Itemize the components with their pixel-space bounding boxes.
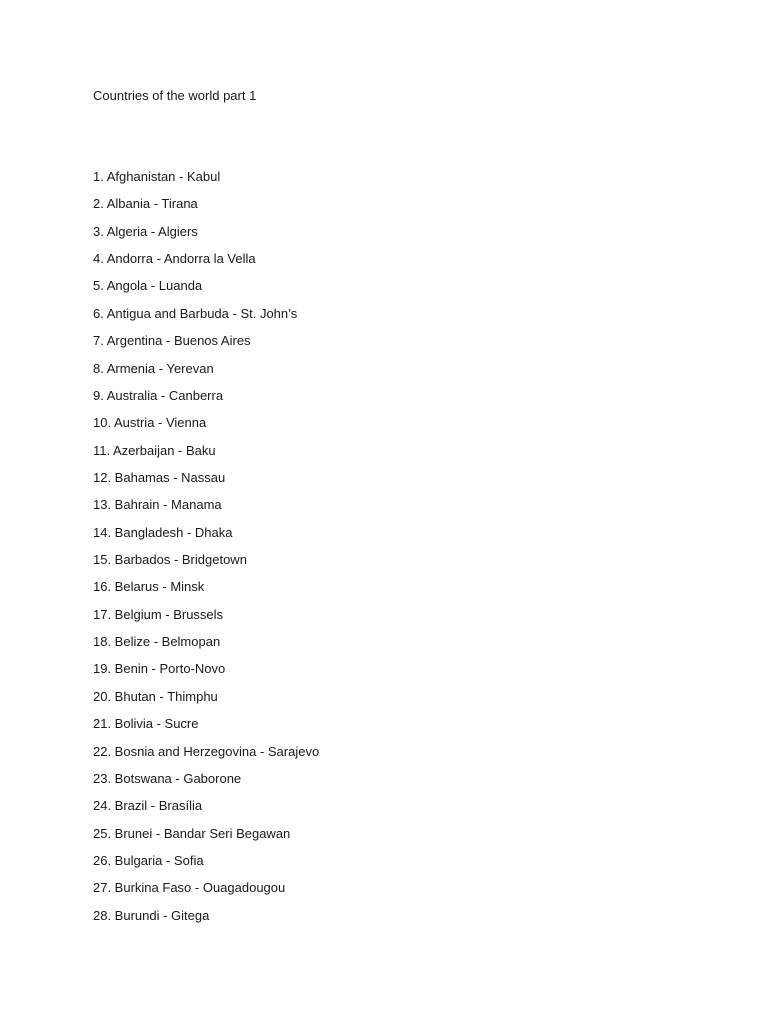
list-item: 7. Argentina - Buenos Aires [93, 333, 251, 349]
list-item: 15. Barbados - Bridgetown [93, 552, 247, 568]
list-item: 17. Belgium - Brussels [93, 606, 224, 622]
list-item: 5. Angola - Luanda [93, 278, 203, 294]
list-item: 3. Algeria - Algiers [93, 223, 198, 239]
list-item: 25. Brunei - Bandar Seri Begawan [93, 825, 291, 841]
list-item: 27. Burkina Faso - Ouagadougou [93, 880, 286, 896]
list-item: 9. Australia - Canberra [93, 387, 224, 403]
list-item: 26. Bulgaria - Sofia [93, 852, 204, 868]
country-capital-list [93, 168, 319, 934]
document-title: Countries of the world part 1 [93, 88, 257, 103]
list-item: 20. Bhutan - Thimphu [93, 688, 218, 704]
list-item: 23. Botswana - Gaborone [93, 770, 242, 786]
list-item: 19. Benin - Porto-Novo [93, 661, 226, 677]
list-item: 24. Brazil - Brasília [93, 798, 203, 814]
list-item: 21. Bolivia - Sucre [93, 716, 199, 732]
list-item: 22. Bosnia and Herzegovina - Sarajevo [93, 743, 320, 759]
list-item: 8. Armenia - Yerevan [93, 360, 214, 376]
list-item: 16. Belarus - Minsk [93, 579, 205, 595]
list-item: 11. Azerbaijan - Baku [93, 442, 216, 458]
list-item: 14. Bangladesh - Dhaka [93, 524, 233, 540]
list-item: 6. Antigua and Barbuda - St. John’s [93, 305, 298, 321]
list-item: 12. Bahamas - Nassau [93, 469, 226, 485]
list-item: 28. Burundi - Gitega [93, 907, 210, 923]
list-item: 4. Andorra - Andorra la Vella [93, 251, 256, 267]
list-item: 18. Belize - Belmopan [93, 634, 221, 650]
list-item: 13. Bahrain - Manama [93, 497, 222, 513]
list-item: 10. Austria - Vienna [93, 415, 207, 431]
list-item: 1. Afghanistan - Kabul [93, 169, 221, 184]
list-item: 2. Albania - Tirana [93, 196, 198, 212]
